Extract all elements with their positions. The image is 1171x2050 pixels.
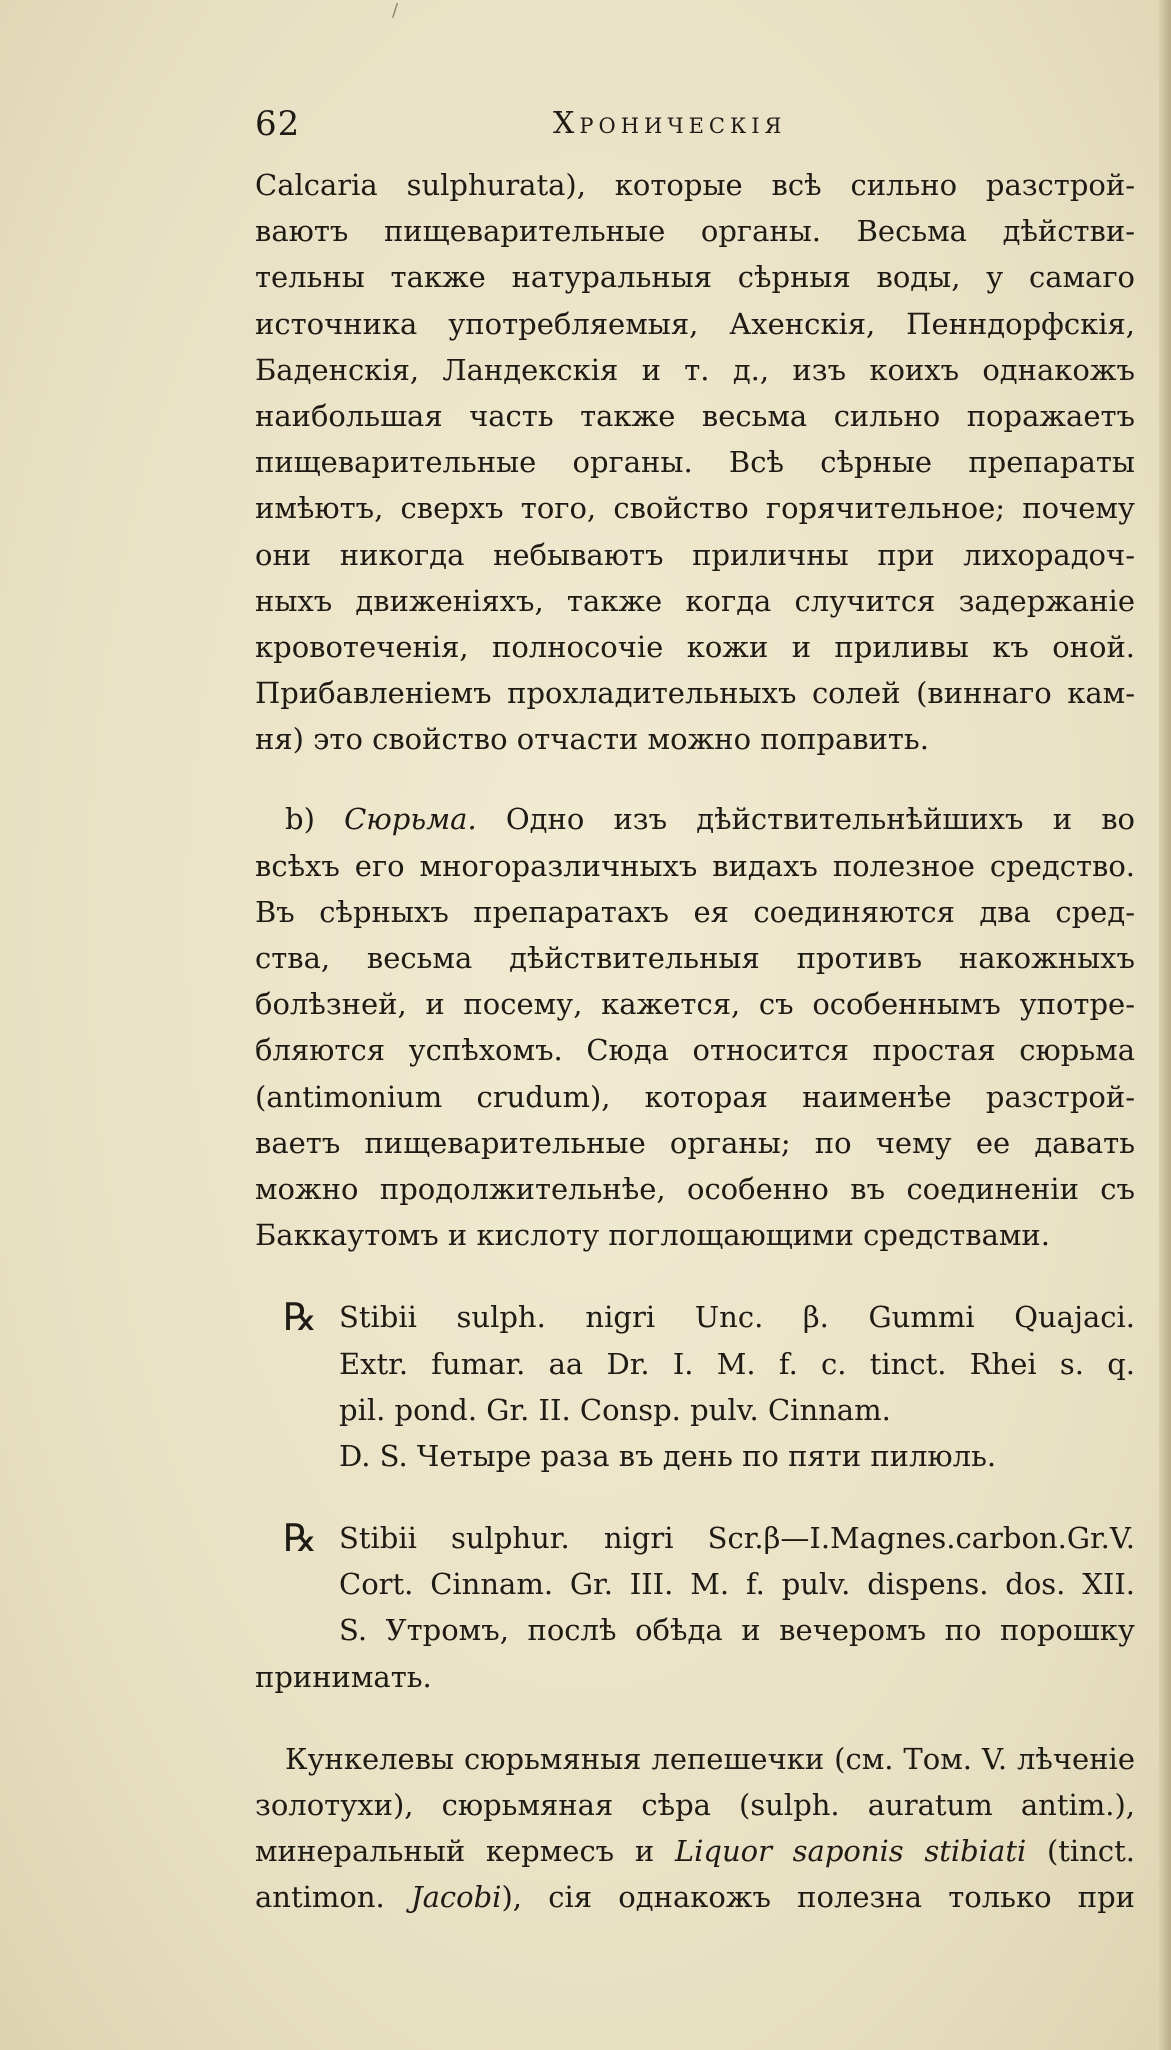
text-run: ), сія однакожъ полезна только при <box>501 1880 1135 1915</box>
text-line: бляются успѣхомъ. Сюда относится простая сюрьма <box>255 1033 1135 1068</box>
section-letter: b) <box>285 802 345 837</box>
text-line: Баденскія, Ландекскія и т. д., изъ коихъ однакожъ <box>255 352 1135 387</box>
recipe-line: Cort. Cinnam. Gr. III. M. f. pulv. dispens. dos. XII. <box>339 1567 1135 1602</box>
paragraph-2 <box>255 796 1135 1258</box>
recipe-1 <box>255 1294 1135 1479</box>
recipe-line: Stibii sulph. nigri Unc. β. Gummi Quajaci. <box>339 1300 1135 1335</box>
italic-term: Jacobi <box>411 1880 502 1915</box>
text-run: antimon. <box>255 1880 411 1915</box>
text-line: тельны также натуральныя сѣрныя воды, у самаго <box>255 260 1135 295</box>
text-line: ня) это свойство отчасти можно поправить. <box>255 722 929 757</box>
text-line: Кункелевы сюрьмяныя лепешечки (см. Том. V. лѣченіе <box>285 1741 1135 1776</box>
text-line: они никогда небываютъ приличны при лихорадоч- <box>255 537 1135 572</box>
text-run: (tinct. <box>1026 1834 1135 1869</box>
page-number: 62 <box>255 104 301 144</box>
text-line: ваетъ пищеварительные органы; по чему ее давать <box>255 1125 1135 1160</box>
page-edge-shadow <box>1159 0 1171 2050</box>
recipe-signa: S. Утромъ, послѣ обѣда и вечеромъ по порошку <box>339 1613 1135 1648</box>
text-line: пищеварительные органы. Всѣ сѣрные препараты <box>255 445 1135 480</box>
text-line: Calcaria sulphurata), которые всѣ сильно разстрой- <box>255 168 1135 202</box>
text-run: Одно изъ дѣйствительнѣйшихъ и во <box>476 802 1135 837</box>
text-line: всѣхъ его многоразличныхъ видахъ полезное средство. <box>255 848 1135 883</box>
section-heading: Сюрьма. <box>344 802 477 837</box>
recipe-line: Stibii sulphur. nigri Scr.β—I.Magnes.carbon.Gr.V. <box>339 1521 1135 1556</box>
text-line <box>255 1828 1135 1874</box>
text-line: имѣютъ, сверхъ того, свойство горячительное; почему <box>255 491 1135 526</box>
text-line: ваютъ пищеварительные органы. Весьма дѣйстви- <box>255 214 1135 249</box>
running-title: Хроническія <box>553 106 787 141</box>
text-line: золотухи), сюрьмяная сѣра (sulph. auratum antim.), <box>255 1788 1135 1822</box>
text-run: минеральный кермесъ и <box>255 1834 675 1869</box>
text-line: Баккаутомъ и кислоту поглощающими средствами. <box>255 1218 1050 1253</box>
text-line: источника употребляемыя, Ахенскія, Пенндорфскія, <box>255 306 1135 341</box>
text-line <box>255 796 1135 842</box>
recipe-2 <box>255 1515 1135 1700</box>
text-line: можно продолжительнѣе, особенно въ соединеніи съ <box>255 1171 1135 1206</box>
text-line <box>255 1874 1135 1920</box>
italic-term: Liquor saponis stibiati <box>674 1834 1027 1869</box>
text-line: болѣзней, и посему, кажется, съ особеннымъ употре- <box>255 987 1135 1022</box>
recipe-signa-continued: принимать. <box>255 1659 432 1694</box>
recipe-symbol: ℞ <box>283 1295 318 1340</box>
text-line: (antimonium crudum), которая наименѣе разстрой- <box>255 1079 1135 1114</box>
body-text <box>255 162 1135 1921</box>
printer-mark: / <box>392 0 399 21</box>
recipe-line: Extr. fumar. aa Dr. I. M. f. c. tinct. Rhei s. q. <box>339 1346 1135 1381</box>
paragraph-3 <box>255 1736 1135 1921</box>
recipe-signa: D. S. Четыре раза въ день по пяти пилюль. <box>339 1438 997 1473</box>
recipe-symbol: ℞ <box>283 1516 318 1561</box>
text-line: кровотеченія, полносочіе кожи и приливы къ оной. <box>255 629 1135 664</box>
text-line: Прибавленіемъ прохладительныхъ солей (виннаго кам- <box>255 676 1135 711</box>
text-line: ства, весьма дѣйствительныя противъ накожныхъ <box>255 941 1135 975</box>
page-header <box>255 104 1135 152</box>
recipe-line: pil. pond. Gr. II. Consp. pulv. Cinnam. <box>339 1392 891 1427</box>
text-line: наибольшая часть также весьма сильно поражаетъ <box>255 398 1135 433</box>
paragraph-1 <box>255 162 1135 762</box>
text-line: Въ сѣрныхъ препаратахъ ея соединяются два сред- <box>255 894 1135 929</box>
text-line: ныхъ движеніяхъ, также когда случится задержаніе <box>255 583 1135 618</box>
